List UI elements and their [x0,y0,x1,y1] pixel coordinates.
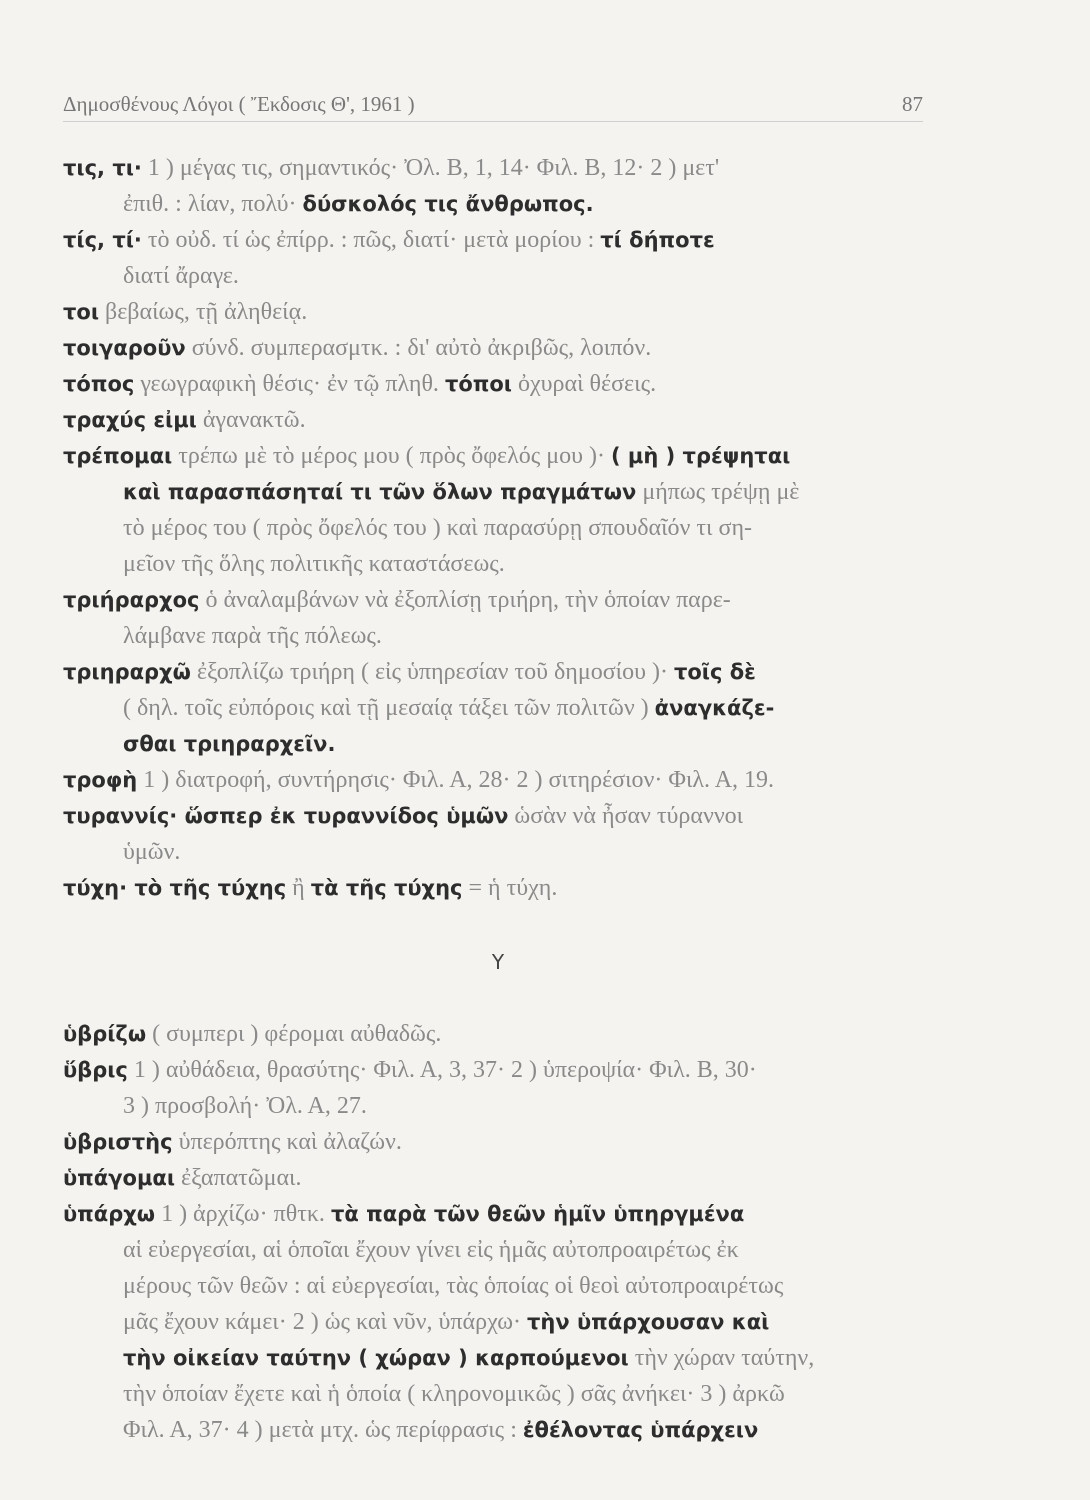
definition-text: ἐξαπατῶμαι. [175,1165,302,1191]
headword: τις, τι· [63,156,142,180]
headword: τρέπομαι [63,444,173,468]
letter-heading: Υ [491,950,505,974]
definition-text: ( συμπερι ) φέρομαι αὐθαδῶς. [146,1021,442,1047]
definition-text: γεωγραφικὴ θέσις· ἐν τῷ πληθ. [134,371,445,397]
definition-text: μέρους τῶν θεῶν : αἱ εὐεργεσίαι, τὰς ὁποίας οἱ θεοὶ αὐτοπροαιρέτως [123,1273,784,1299]
dictionary-entry [63,366,933,402]
entry-first-line [63,1196,933,1232]
definition-text: ( δηλ. τοῖς εὐπόροις καὶ τῇ μεσαίᾳ τάξει τῶν πολιτῶν ) [123,695,655,721]
bold-citation: τὰ τῆς τύχης [310,876,463,900]
definition-text: τρέπω μὲ τὸ μέρος μου ( πρὸς ὄφελός μου )· [172,443,612,469]
definition-text: ἀγανακτῶ. [196,407,306,433]
headword: ὑπάγομαι [63,1166,176,1190]
bold-citation: δύσκολός τις ἄνθρωπος. [302,192,594,216]
bold-citation: τόποι [444,372,512,396]
definition-text: τὴν χώραν ταύτην, [628,1345,815,1371]
header-title: Δημοσθένους Λόγοι ( Ἔκδοσις Θ', 1961 ) [63,92,415,116]
headword: τροφὴ [63,768,138,792]
entry-continuation-line [63,510,933,546]
entry-continuation-line [63,1268,933,1304]
entry-first-line [63,798,933,834]
entry-first-line [63,1160,933,1196]
entries-tau-section [63,150,933,906]
entry-continuation-line [63,726,933,762]
bold-citation: τὴν οἰκείαν ταύτην ( χώραν ) καρπούμενοι [123,1346,629,1370]
dictionary-entry [63,762,933,798]
entry-continuation-line [63,474,933,510]
bold-citation: ( μὴ ) τρέψηται [611,444,791,468]
headword: τραχύς εἰμι [63,408,197,432]
headword: τόπος [63,372,135,396]
definition-text: ὡσὰν νὰ ἦσαν τύραννοι [508,803,744,829]
entries-upsilon-section [63,1016,933,1448]
headword: τυραννίς· [63,804,178,828]
entry-first-line [63,1016,933,1052]
definition-text: μήπως τρέψῃ μὲ [636,479,800,505]
bold-citation: ἐθέλοντας ὑπάρχειν [522,1418,759,1442]
running-header [63,92,923,122]
entry-continuation-line [63,258,933,294]
entry-continuation-line [63,546,933,582]
dictionary-entry [63,654,933,762]
dictionary-entry [63,798,933,870]
entry-first-line [63,150,933,186]
entry-continuation-line [63,618,933,654]
entry-first-line [63,438,933,474]
dictionary-entry [63,870,933,906]
definition-text: διατί ἄραγε. [123,263,239,289]
bold-citation: τί δήποτε [600,228,715,252]
headword: τύχη· [63,876,128,900]
definition-text: 1 ) αὐθάδεια, θρασύτης· Φιλ. Α, 3, 37· 2 ) ὑπεροψία· Φιλ. Β, 30· [127,1057,757,1083]
definition-text: ἐξοπλίζω τριήρη ( εἰς ὑπηρεσίαν τοῦ δημοσίου )· [190,659,674,685]
entry-first-line [63,330,933,366]
headword: ὑβριστὴς [63,1130,173,1154]
definition-text: Φιλ. Α, 37· 4 ) μετὰ μτχ. ὡς περίφρασις : [123,1417,523,1443]
definition-text: τὸ οὐδ. τί ὡς ἐπίρρ. : πῶς, διατί· μετὰ μορίου : [141,227,601,253]
definition-text: τὸ μέρος του ( πρὸς ὄφελός του ) καὶ παρασύρῃ σπουδαῖόν τι ση- [123,515,752,541]
definition-text: ὀχυραὶ θέσεις. [512,371,657,397]
dictionary-entry [63,1016,933,1052]
entry-first-line [63,582,933,618]
definition-text: 1 ) ἀρχίζω· πθτκ. [155,1201,331,1227]
bold-citation: σθαι τριηραρχεῖν. [123,732,336,756]
entry-continuation-line [63,1232,933,1268]
entry-first-line [63,222,933,258]
definition-text: σύνδ. συμπερασμτκ. : δι' αὐτὸ ἀκριβῶς, λοιπόν. [185,335,652,361]
bold-citation: τοῖς δὲ [673,660,756,684]
definition-text: ὁ ἀναλαμβάνων νὰ ἐξοπλίσῃ τριήρη, τὴν ὁποίαν παρε- [199,587,731,613]
dictionary-entry [63,1196,933,1448]
headword: τριηραρχῶ [63,660,191,684]
entry-first-line [63,294,933,330]
headword: ὑπάρχω [63,1202,156,1226]
dictionary-entry [63,438,933,582]
entry-continuation-line [63,690,933,726]
definition-text: ἢ [286,875,311,901]
bold-citation: ὥσπερ ἐκ τυραννίδος ὑμῶν [177,804,509,828]
headword: τοι [63,300,100,324]
entry-first-line [63,1052,933,1088]
definition-text: μεῖον τῆς ὅλης πολιτικῆς καταστάσεως. [123,551,505,577]
entry-first-line [63,402,933,438]
definition-text: βεβαίως, τῇ ἀληθείᾳ. [99,299,308,325]
definition-text: μᾶς ἔχουν κάμει· 2 ) ὡς καὶ νῦν, ὑπάρχω· [123,1309,527,1335]
dictionary-entry [63,1052,933,1124]
headword: τριήραρχος [63,588,200,612]
definition-text: ὑμῶν. [123,839,181,865]
definition-text: 1 ) διατροφή, συντήρησις· Φιλ. Α, 28· 2 ) σιτηρέσιον· Φιλ. Α, 19. [137,767,775,793]
bold-citation: ἀναγκάζε- [654,696,775,720]
entry-continuation-line [63,1088,933,1124]
definition-text: ἐπιθ. : λίαν, πολύ· [123,191,303,217]
headword: ὕβρις [63,1058,128,1082]
dictionary-entry [63,150,933,222]
bold-citation: τὰ παρὰ τῶν θεῶν ἡμῖν ὑπηργμένα [330,1202,745,1226]
definition-text: ὑπερόπτης καὶ ἀλαζών. [172,1129,402,1155]
bold-citation: τὴν ὑπάρχουσαν καὶ [527,1310,770,1334]
entry-first-line [63,1124,933,1160]
definition-text: = ἡ τύχη. [462,875,558,901]
dictionary-entry [63,222,933,294]
definition-text: 3 ) προσβολή· Ὀλ. Α, 27. [123,1093,367,1119]
dictionary-entry [63,330,933,366]
dictionary-body [63,150,933,1448]
dictionary-entry [63,1160,933,1196]
dictionary-entry [63,582,933,654]
entry-first-line [63,366,933,402]
entry-continuation-line [63,834,933,870]
page-number: 87 [902,92,923,116]
entry-continuation-line [63,1304,933,1340]
headword: τίς, τί· [63,228,142,252]
headword: τοιγαροῦν [63,336,186,360]
entry-first-line [63,870,933,906]
definition-text: λάμβανε παρὰ τῆς πόλεως. [123,623,382,649]
definition-text: τὴν ὁποίαν ἔχετε καὶ ἡ ὁποία ( κληρονομικῶς ) σᾶς ἀνήκει· 3 ) ἀρκῶ [123,1381,785,1407]
entry-continuation-line [63,1376,933,1412]
headword: ὑβρίζω [63,1022,147,1046]
entry-first-line [63,654,933,690]
entry-continuation-line [63,1340,933,1376]
dictionary-entry [63,1124,933,1160]
entry-continuation-line [63,1412,933,1448]
entry-continuation-line [63,186,933,222]
bold-citation: τὸ τῆς τύχης [127,876,287,900]
definition-text: αἱ εὐεργεσίαι, αἱ ὁποῖαι ἔχουν γίνει εἰς ἡμᾶς αὐτοπροαιρέτως ἐκ [123,1237,739,1263]
dictionary-entry [63,402,933,438]
dictionary-entry [63,294,933,330]
definition-text: 1 ) μέγας τις, σημαντικός· Ὀλ. Β, 1, 14· Φιλ. Β, 12· 2 ) μετ' [141,155,720,181]
bold-citation: καὶ παρασπάσηταί τι τῶν ὅλων πραγμάτων [123,480,637,504]
entry-first-line [63,762,933,798]
